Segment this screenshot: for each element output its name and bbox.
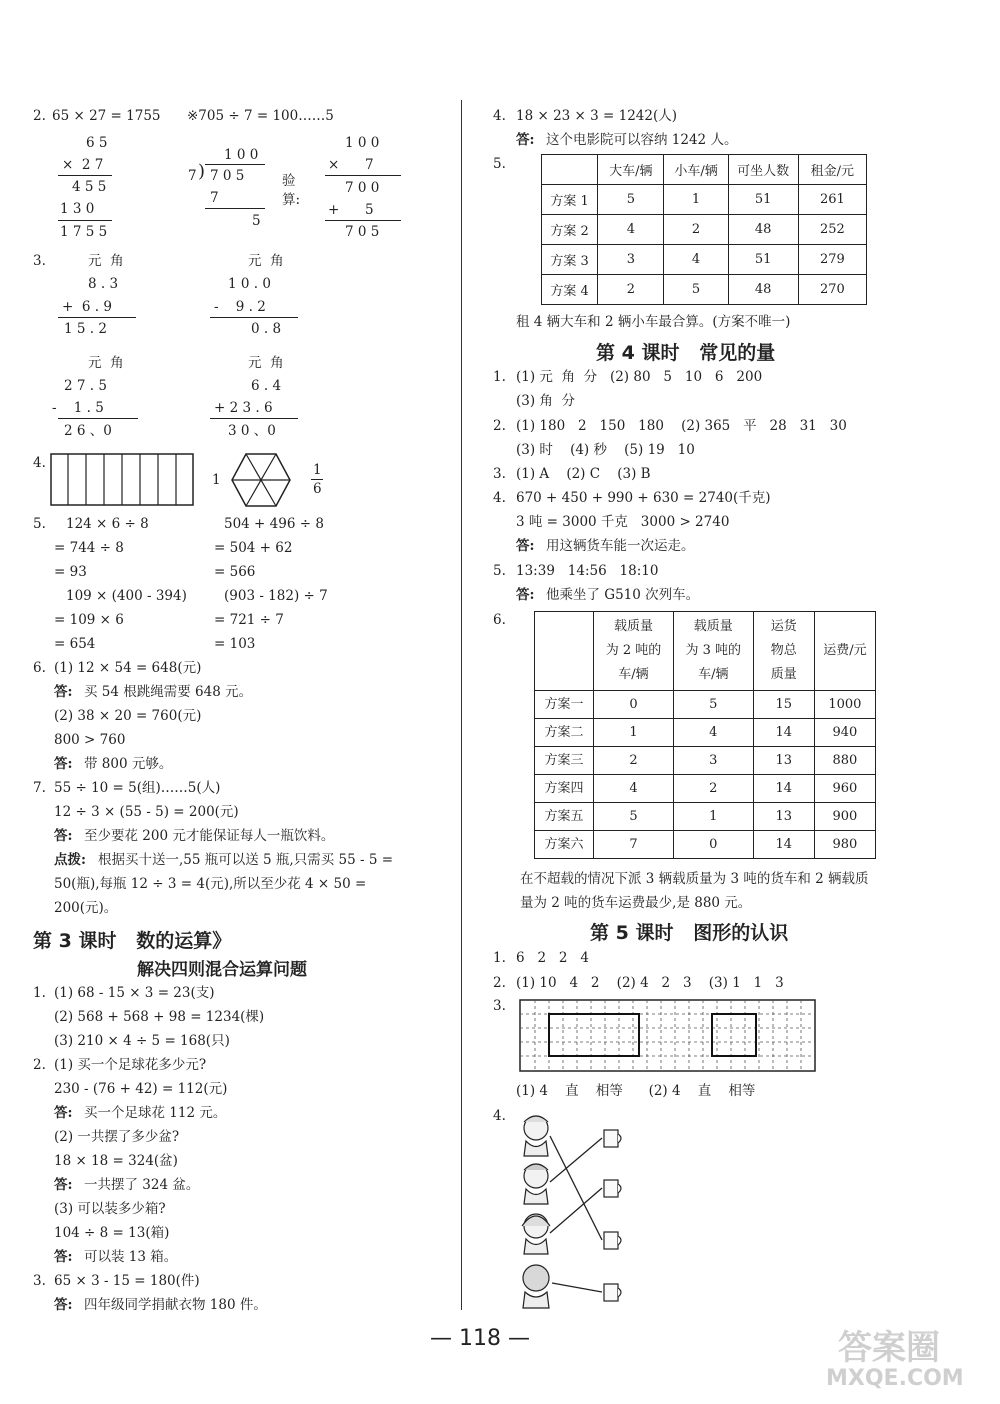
s3q2-line7: (3) 可以装多少箱? xyxy=(54,1201,166,1217)
q2-div-bracket: ) xyxy=(198,161,206,182)
page-number: — 118 — xyxy=(430,1326,530,1351)
q2-division-equation: ※705 ÷ 7 = 100……5 xyxy=(187,108,334,124)
q6-line1: (1) 12 × 54 = 648(元) xyxy=(54,660,202,676)
table-cell: 3 xyxy=(673,747,753,775)
q5-b2: = 504 + 62 xyxy=(214,540,293,556)
q2-div-quotient: 1 0 0 xyxy=(224,147,259,163)
q2-div-remainder: 5 xyxy=(252,213,261,229)
s4q6-note1: 在不超载的情况下派 3 辆载质量为 3 吨的货车和 2 辆载质 xyxy=(520,871,869,887)
q2-mult-line1 xyxy=(58,175,112,176)
table-cell: 5 xyxy=(594,803,674,831)
child-avatar-1 xyxy=(524,1116,548,1156)
table-cell: 279 xyxy=(798,245,866,275)
table-cell: 4 xyxy=(598,215,664,245)
table-cell: 960 xyxy=(814,775,875,803)
table-cell: 2 xyxy=(673,775,753,803)
s4q6-number: 6. xyxy=(493,612,506,628)
table-cell: 1000 xyxy=(814,691,875,719)
table-row xyxy=(542,185,867,215)
q4-frac-bar xyxy=(311,479,323,480)
table-cell: 5 xyxy=(598,185,664,215)
q3-d-row1: 6 . 4 xyxy=(251,378,282,394)
table-cell: 14 xyxy=(753,719,814,747)
section3-subtitle: 解决四则混合运算问题 xyxy=(137,960,307,980)
q2-check-label2: 算: xyxy=(282,192,301,208)
q3-c-row1: 2 7 . 5 xyxy=(64,378,107,394)
table-row xyxy=(535,803,876,831)
table-cell: 1 xyxy=(594,719,674,747)
table-header-cell: 小车/辆 xyxy=(664,155,728,185)
s3q1-line2: (2) 568 + 568 + 98 = 1234(棵) xyxy=(54,1009,265,1025)
q3-b-line xyxy=(210,317,298,318)
q5-a2: = 744 ÷ 8 xyxy=(54,540,124,556)
s4q2-line1: (1) 180 2 150 180 (2) 365 平 28 31 30 xyxy=(516,418,847,434)
q3-d-result: 3 0 、0 xyxy=(228,423,276,439)
q7-number: 7. xyxy=(33,780,46,796)
s4q4-line1: 670 + 450 + 990 + 630 = 2740(千克) xyxy=(516,490,771,506)
table-cell: 15 xyxy=(753,691,814,719)
s4q2-number: 2. xyxy=(493,418,506,434)
s4q4-number: 4. xyxy=(493,490,506,506)
q3-d-row2: + 2 3 . 6 xyxy=(214,400,273,416)
freight-table xyxy=(534,611,876,859)
table-row xyxy=(542,275,867,305)
watermark-logo: 答案圈 xyxy=(838,1328,940,1368)
s5q1-line1: 6 2 2 4 xyxy=(516,950,589,966)
table-cell: 48 xyxy=(728,215,798,245)
q7-line1: 55 ÷ 10 = 5(组)……5(人) xyxy=(54,780,221,796)
s3q2-line5: 18 × 18 = 324(盆) xyxy=(54,1153,178,1169)
table-cell: 方案三 xyxy=(535,747,594,775)
q6-answer1: 买 54 根跳绳需要 648 元。 xyxy=(84,684,253,700)
q3-unit-d: 元 角 xyxy=(248,355,284,371)
s3q1-line1: (1) 68 - 15 × 3 = 23(支) xyxy=(54,985,215,1001)
table-header-cell: 运费/元 xyxy=(814,612,875,691)
table-row xyxy=(535,691,876,719)
q2-check-row2: × 7 xyxy=(328,157,374,173)
table-row xyxy=(542,245,867,275)
q6-line4: 800 > 760 xyxy=(54,732,126,748)
q5-b1: 504 + 496 ÷ 8 xyxy=(224,516,324,532)
s5q1-number: 1. xyxy=(493,950,506,966)
table-cell: 方案二 xyxy=(535,719,594,747)
q2-check-line1 xyxy=(325,175,401,176)
table-cell: 5 xyxy=(664,275,728,305)
q2-check-result: 7 0 5 xyxy=(345,224,380,240)
s3q3-line1: 65 × 3 - 15 = 180(件) xyxy=(54,1273,200,1289)
s3q3-answer-label: 答: xyxy=(54,1297,73,1313)
table-cell: 13 xyxy=(753,803,814,831)
table-cell: 方案六 xyxy=(535,831,594,859)
q3-a-result: 1 5 . 2 xyxy=(64,321,107,337)
q2-div-bar xyxy=(205,164,265,165)
s3q2-answer-label1: 答: xyxy=(54,1105,73,1121)
q7-hint-line2: 50(瓶),每瓶 12 ÷ 3 = 4(元),所以至少花 4 × 50 = xyxy=(54,876,367,892)
s4q5-answer: 他乘坐了 G510 次列车。 xyxy=(546,587,700,603)
header-line: 车/辆 xyxy=(618,667,649,682)
table-cell: 900 xyxy=(814,803,875,831)
q5-c2: = 109 × 6 xyxy=(54,612,124,628)
q3-b-row1: 1 0 . 0 xyxy=(228,276,271,292)
child-avatar-2 xyxy=(524,1164,548,1204)
s3q2-number: 2. xyxy=(33,1057,46,1073)
s3q2-answer-label2: 答: xyxy=(54,1177,73,1193)
table-cell: 48 xyxy=(728,275,798,305)
q4-rectangle-figure xyxy=(50,453,195,507)
q2-div-dividend: 7 0 5 xyxy=(210,168,245,184)
s4q6-note2: 量为 2 吨的货车运费最少,是 880 元。 xyxy=(520,895,752,911)
q3-a-row2: + 6 . 9 xyxy=(62,299,112,315)
table-header-cell xyxy=(535,612,594,691)
table-header-cell xyxy=(753,612,814,691)
table-header-cell: 租金/元 xyxy=(798,155,866,185)
q2-check-row1: 1 0 0 xyxy=(345,135,380,151)
s4q5-number: 5. xyxy=(493,563,506,579)
s4q5-answer-label: 答: xyxy=(516,587,535,603)
q2-check-line2 xyxy=(325,220,401,221)
q4-number: 4. xyxy=(33,455,46,471)
q7-answer-label: 答: xyxy=(54,828,73,844)
q6-answer2: 带 800 元够。 xyxy=(84,756,173,772)
header-line: 为 3 吨的 xyxy=(685,643,742,658)
table-header-cell xyxy=(542,155,598,185)
q7-answer: 至少要花 200 元才能保证每人一瓶饮料。 xyxy=(84,828,335,844)
q3-c-line xyxy=(58,418,138,419)
q7-hint-label: 点拨: xyxy=(54,852,86,868)
s4q3-line1: (1) A (2) C (3) B xyxy=(516,466,651,482)
q5-d1: (903 - 182) ÷ 7 xyxy=(224,588,328,604)
section4-title: 第 4 课时 常见的量 xyxy=(596,342,776,364)
bus-rental-table xyxy=(541,154,867,305)
q2-div-divisor: 7 xyxy=(188,168,197,184)
table-header-cell: 大车/辆 xyxy=(598,155,664,185)
table-row xyxy=(535,747,876,775)
table-cell: 方案五 xyxy=(535,803,594,831)
q3-number: 3. xyxy=(33,253,46,269)
s3q3-answer: 四年级同学捐献衣物 180 件。 xyxy=(84,1297,267,1313)
header-line: 载质量 xyxy=(613,619,653,634)
s4q1-line2: (3) 角 分 xyxy=(516,393,575,409)
q5-c1: 109 × (400 - 394) xyxy=(66,588,187,604)
q2-check-row3: 7 0 0 xyxy=(345,180,380,196)
header-line: 物总 xyxy=(770,643,797,658)
header-line: 车/辆 xyxy=(698,667,729,682)
q5-b3: = 566 xyxy=(214,564,256,580)
q2-mult-row4: 1 3 0 xyxy=(60,201,95,217)
table-row xyxy=(535,719,876,747)
q6-number: 6. xyxy=(33,660,46,676)
matching-lines xyxy=(550,1136,602,1292)
s4q4-line2: 3 吨 = 3000 千克 3000 > 2740 xyxy=(516,514,730,530)
column-divider xyxy=(461,100,462,1310)
table-cell: 方案四 xyxy=(535,775,594,803)
q3-b-row2: - 9 . 2 xyxy=(214,299,266,315)
s3q2-line4: (2) 一共摆了多少盆? xyxy=(54,1129,180,1145)
s5q3-line1: (1) 4 直 相等 (2) 4 直 相等 xyxy=(516,1083,756,1099)
q2-mult-row3: 4 5 5 xyxy=(72,179,107,195)
table-cell: 14 xyxy=(753,775,814,803)
q4-frac-numerator: 1 xyxy=(313,462,322,478)
header-line: 质量 xyxy=(770,667,797,682)
section5-title: 第 5 课时 图形的认识 xyxy=(590,922,789,944)
s4q4-answer: 用这辆货车能一次运走。 xyxy=(546,538,695,554)
s3q1-number: 1. xyxy=(33,985,46,1001)
table-header-cell: 可坐人数 xyxy=(728,155,798,185)
q2-mult-row1: 6 5 xyxy=(86,135,108,151)
q6-answer-label2: 答: xyxy=(54,756,73,772)
header-line: 运货 xyxy=(770,619,797,634)
r-q5-number: 5. xyxy=(493,156,506,172)
s4q4-answer-label: 答: xyxy=(516,538,535,554)
s3q2-answer3: 可以装 13 箱。 xyxy=(84,1249,178,1265)
table-cell: 3 xyxy=(598,245,664,275)
cup-icons xyxy=(604,1130,621,1301)
table-cell: 2 xyxy=(598,275,664,305)
table-cell: 270 xyxy=(798,275,866,305)
r-q5-note: 租 4 辆大车和 2 辆小车最合算。(方案不唯一) xyxy=(516,314,791,330)
q4-frac-denominator: 6 xyxy=(313,481,322,497)
r-q4-answer-label: 答: xyxy=(516,132,535,148)
table-cell: 14 xyxy=(753,831,814,859)
q3-b-result: 0 . 8 xyxy=(251,321,282,337)
q5-d3: = 103 xyxy=(214,636,256,652)
q3-c-result: 2 6 、0 xyxy=(64,423,112,439)
q3-a-row1: 8 . 3 xyxy=(88,276,119,292)
q2-mult-row2: × 2 7 xyxy=(62,157,104,173)
r-q4-number: 4. xyxy=(493,108,506,124)
table-cell: 51 xyxy=(728,185,798,215)
q3-d-line xyxy=(210,418,298,419)
table-cell: 4 xyxy=(664,245,728,275)
q7-line2: 12 ÷ 3 × (55 - 5) = 200(元) xyxy=(54,804,239,820)
table-cell: 0 xyxy=(594,691,674,719)
table-cell: 方案一 xyxy=(535,691,594,719)
q3-unit-b: 元 角 xyxy=(248,253,284,269)
q5-c3: = 654 xyxy=(54,636,96,652)
q2-number: 2. xyxy=(33,108,46,124)
child-avatar-4 xyxy=(523,1265,549,1308)
table-row xyxy=(535,775,876,803)
table-cell: 4 xyxy=(673,719,753,747)
q2-check-label1: 验 xyxy=(282,173,296,189)
table-cell: 940 xyxy=(814,719,875,747)
table-header-cell xyxy=(594,612,674,691)
table-cell: 1 xyxy=(673,803,753,831)
s5q4-number: 4. xyxy=(493,1108,506,1124)
s4q3-number: 3. xyxy=(493,466,506,482)
table-cell: 方案 4 xyxy=(542,275,598,305)
s5q2-number: 2. xyxy=(493,975,506,991)
table-cell: 51 xyxy=(728,245,798,275)
s3q2-answer2: 一共摆了 324 盆。 xyxy=(84,1177,200,1193)
s3q2-answer1: 买一个足球花 112 元。 xyxy=(84,1105,227,1121)
s5q4-matching-figure xyxy=(516,1108,636,1313)
table-cell: 261 xyxy=(798,185,866,215)
q3-c-row2: - 1 . 5 xyxy=(52,400,104,416)
q2-mult-line2 xyxy=(58,220,112,221)
header-line: 为 2 吨的 xyxy=(605,643,662,658)
table-cell: 880 xyxy=(814,747,875,775)
section3-title: 第 3 课时 数的运算》 xyxy=(33,930,232,952)
q3-unit-a: 元 角 xyxy=(88,253,124,269)
table-cell: 1 xyxy=(664,185,728,215)
q6-line3: (2) 38 × 20 = 760(元) xyxy=(54,708,202,724)
q3-a-line xyxy=(58,317,136,318)
q5-d2: = 721 ÷ 7 xyxy=(214,612,284,628)
q2-div-line xyxy=(205,208,265,209)
s3q2-line8: 104 ÷ 8 = 13(箱) xyxy=(54,1225,170,1241)
table-cell: 4 xyxy=(594,775,674,803)
s5q2-line1: (1) 10 4 2 (2) 4 2 3 (3) 1 1 3 xyxy=(516,975,784,991)
table-cell: 2 xyxy=(664,215,728,245)
table-row xyxy=(535,831,876,859)
watermark-url: MXQE.COM xyxy=(826,1366,964,1391)
s3q2-answer-label3: 答: xyxy=(54,1249,73,1265)
table-cell: 7 xyxy=(594,831,674,859)
s5q3-number: 3. xyxy=(493,998,506,1014)
s4q1-number: 1. xyxy=(493,369,506,385)
s5q3-grid-figure xyxy=(519,999,817,1073)
table-cell: 0 xyxy=(673,831,753,859)
s3q1-line3: (3) 210 × 4 ÷ 5 = 168(只) xyxy=(54,1033,230,1049)
table-cell: 5 xyxy=(673,691,753,719)
q3-unit-c: 元 角 xyxy=(88,355,124,371)
table-cell: 方案 1 xyxy=(542,185,598,215)
q5-number: 5. xyxy=(33,516,46,532)
table-cell: 13 xyxy=(753,747,814,775)
q4-hexagon-figure xyxy=(230,452,292,508)
table-cell: 方案 2 xyxy=(542,215,598,245)
s4q2-line2: (3) 时 (4) 秒 (5) 19 10 xyxy=(516,442,695,458)
s4q1-line1: (1) 元 角 分 (2) 80 5 10 6 200 xyxy=(516,369,763,385)
table-cell: 方案 3 xyxy=(542,245,598,275)
q2-check-row4: + 5 xyxy=(328,202,374,218)
q7-hint-line1: 根据买十送一,55 瓶可以送 5 瓶,只需买 55 - 5 = xyxy=(98,852,394,868)
q7-hint-line3: 200(元)。 xyxy=(54,900,118,916)
table-cell: 2 xyxy=(594,747,674,775)
header-line: 载质量 xyxy=(693,619,733,634)
r-q4-answer: 这个电影院可以容纳 1242 人。 xyxy=(546,132,738,148)
q4-one: 1 xyxy=(212,472,221,488)
table-cell: 252 xyxy=(798,215,866,245)
q6-answer-label1: 答: xyxy=(54,684,73,700)
table-cell: 980 xyxy=(814,831,875,859)
s3q3-number: 3. xyxy=(33,1273,46,1289)
child-avatar-3 xyxy=(522,1214,550,1254)
q5-a1: 124 × 6 ÷ 8 xyxy=(66,516,149,532)
r-q4-line1: 18 × 23 × 3 = 1242(人) xyxy=(516,108,678,124)
s3q2-line1: (1) 买一个足球花多少元? xyxy=(54,1057,207,1073)
q2-equation: 65 × 27 = 1755 xyxy=(52,108,161,124)
table-row xyxy=(542,215,867,245)
q2-div-sub: 7 xyxy=(210,190,219,206)
s4q5-line1: 13:39 14:56 18:10 xyxy=(516,563,659,579)
q5-a3: = 93 xyxy=(54,564,87,580)
s3q2-line2: 230 - (76 + 42) = 112(元) xyxy=(54,1081,228,1097)
q2-mult-result: 1 7 5 5 xyxy=(60,224,108,240)
table-header-cell xyxy=(673,612,753,691)
